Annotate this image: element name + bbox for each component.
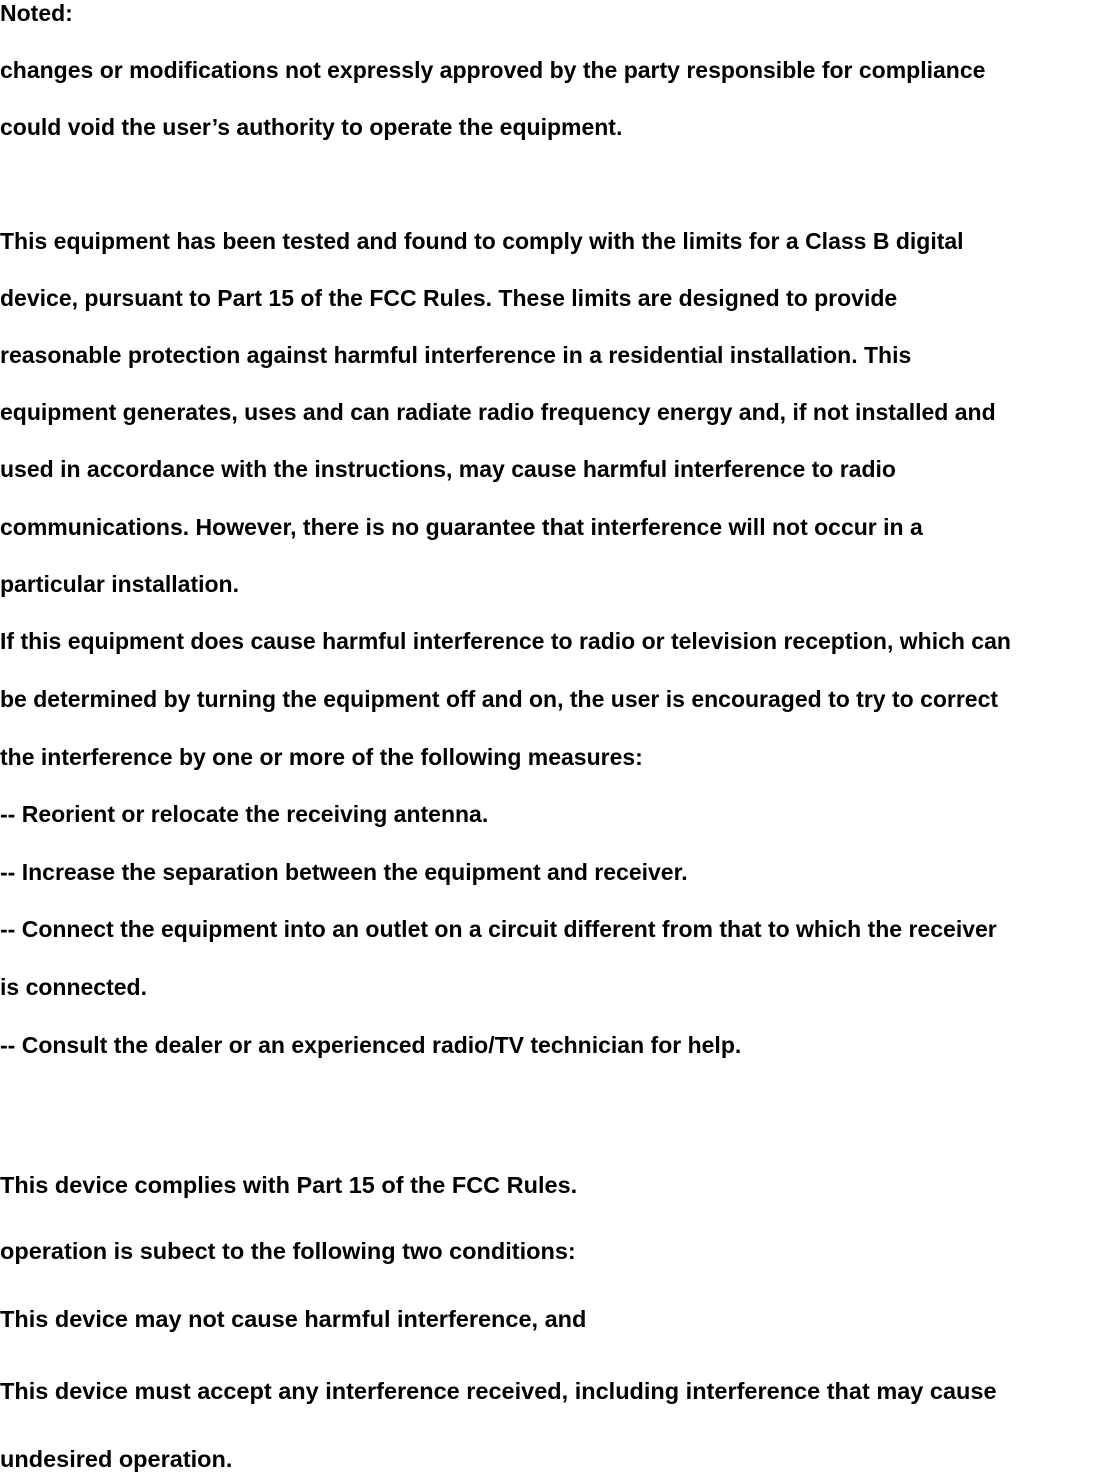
measure-item: is connected. — [0, 974, 147, 1000]
notice-line: changes or modifications not expressly approved by the party responsible for compliance — [0, 57, 986, 83]
fcc-line: This device may not cause harmful interference, and — [0, 1306, 587, 1332]
notice-line: could void the user’s authority to operate the equipment. — [0, 114, 623, 140]
measure-item: -- Connect the equipment into an outlet on a circuit different from that to which the receiver — [0, 916, 997, 942]
class-b-line: used in accordance with the instructions, may cause harmful interference to radio — [0, 456, 896, 482]
class-b-line: This equipment has been tested and found to comply with the limits for a Class B digital — [0, 228, 964, 254]
class-b-line: device, pursuant to Part 15 of the FCC Rules. These limits are designed to provide — [0, 285, 898, 311]
interference-line: be determined by turning the equipment off and on, the user is encouraged to try to correct — [0, 686, 999, 712]
fcc-line: This device must accept any interference received, including interference that may cause — [0, 1378, 997, 1404]
interference-line: If this equipment does cause harmful interference to radio or television reception, which can — [0, 628, 1011, 654]
class-b-line: equipment generates, uses and can radiate radio frequency energy and, if not installed and — [0, 399, 996, 425]
measure-item: -- Increase the separation between the equipment and receiver. — [0, 859, 688, 885]
measure-item: -- Reorient or relocate the receiving antenna. — [0, 801, 489, 827]
class-b-line: reasonable protection against harmful interference in a residential installation. This — [0, 342, 912, 368]
fcc-line: This device complies with Part 15 of the FCC Rules. — [0, 1172, 578, 1198]
measure-item: -- Consult the dealer or an experienced radio/TV technician for help. — [0, 1032, 742, 1058]
interference-line: the interference by one or more of the following measures: — [0, 744, 643, 770]
class-b-line: communications. However, there is no guarantee that interference will not occur in a — [0, 514, 923, 540]
fcc-line: undesired operation. — [0, 1446, 233, 1472]
fcc-line: operation is subect to the following two conditions: — [0, 1238, 576, 1264]
notice-heading: Noted: — [0, 0, 73, 26]
class-b-line: particular installation. — [0, 571, 239, 597]
